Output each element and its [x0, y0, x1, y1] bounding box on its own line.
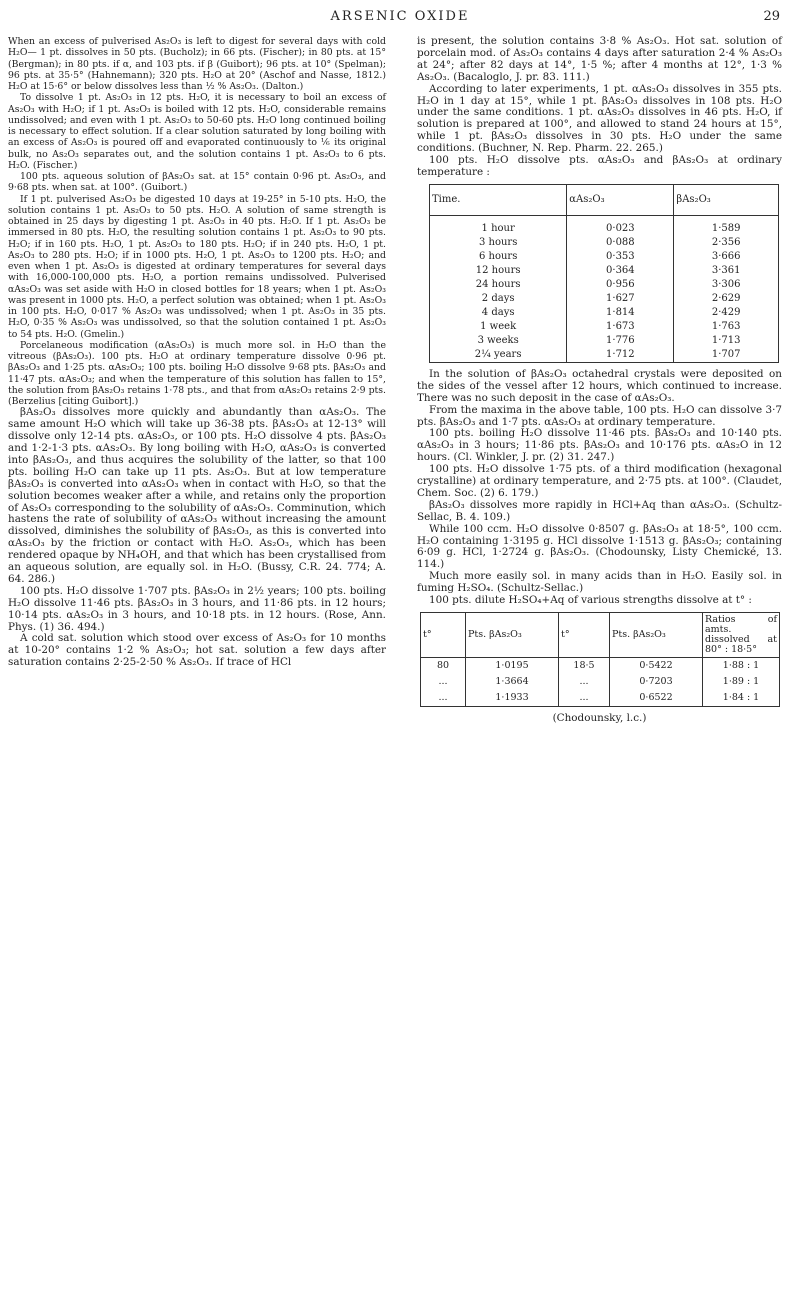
- table-cell: 0·6522: [610, 690, 703, 707]
- table-source-caption: (Chodounsky, l.c.): [552, 712, 647, 724]
- paragraph: 100 pts. H₂O dissolve 1·707 pts. βAs₂O₃ in 2½ years; 100 pts. boiling H₂O dissolve 11·46 pts. βAs₂O₃ in 3 hours, and 11·86 pts. in 12 hours; 10·14 pts. αAs₂O₃ in 3 hours, and 10·18 pts. in 12 hours. (Rose, Ann. Phys. (1) 36. 494.): [8, 584, 386, 633]
- table-cell: ...: [559, 690, 610, 707]
- table-cell: 12 hours: [430, 264, 567, 278]
- table-cell: 0·088: [567, 236, 674, 250]
- table-row: [430, 264, 779, 278]
- table-cell: 0·7203: [610, 674, 703, 690]
- table-cell: 1·84 : 1: [703, 690, 780, 707]
- table-cell: 0·364: [567, 264, 674, 278]
- table-cell: 1·589: [674, 215, 779, 236]
- table-cell: 1 week: [430, 320, 567, 334]
- table-row: [430, 236, 779, 250]
- table-cell: 1·0195: [466, 658, 559, 675]
- table-cell: 0·023: [567, 215, 674, 236]
- paragraph: A cold sat. solution which stood over excess of As₂O₃ for 10 months at 10-20° contains 1·2 % As₂O₃; hot sat. solution a few days after saturation contains 2·25-2·50 % As₂O₃. If trace of HCl: [8, 632, 386, 669]
- paragraph: βAs₂O₃ dissolves more rapidly in HCl+Aq than αAs₂O₃. (Schultz-Sellac, B. 4. 109.): [417, 498, 782, 523]
- table-row: [430, 292, 779, 306]
- page-number: 29: [763, 9, 780, 24]
- paragraph: βAs₂O₃ dissolves more quickly and abundantly than αAs₂O₃. The same amount H₂O which will take up 36-38 pts. βAs₂O₃ at 12-13° will dissolve only 12-14 pts. αAs₂O₃, or 100 pts. H₂O dissolve 4 pts. βAs₂O₃ and 1·2-1·3 pts. αAs₂O₃. By long boiling with H₂O, αAs₂O₃ is converted into βAs₂O₃, and thus acquires the solubility of the latter, so that 100 pts. boiling H₂O can take up 11 pts. As₂O₃. But at low temperature βAs₂O₃ is converted into αAs₂O₃ when in contact with H₂O, so that the solution becomes weaker after a while, and retains only the proportion of As₂O₃ corresponding to the solubility of αAs₂O₃. Comminution, which hastens the rate of solubility of αAs₂O₃ without increasing the amount dissolved, diminishes the solubility of βAs₂O₃, as this is converted into αAs₂O₃ by the friction or contact with H₂O. As₂O₃, which has been rendered opaque by NH₄OH, and that which has been crystallised from an aqueous solution, are equally sol. in H₂O. (Bussy, C.R. 24. 774; A. 64. 286.): [8, 406, 386, 585]
- paragraph: From the maxima in the above table, 100 pts. H₂O can dissolve 3·7 pts. βAs₂O₃ and 1·7 pts. αAs₂O₃ at ordinary temperature.: [417, 403, 782, 428]
- table-header-row: [430, 184, 779, 215]
- table-header-cell: Pts. βAs₂O₃: [466, 613, 559, 658]
- table-row: [430, 250, 779, 264]
- table-cell: 1·712: [567, 348, 674, 363]
- table-row: [421, 674, 780, 690]
- table-cell: 4 days: [430, 306, 567, 320]
- table-row: [430, 334, 779, 348]
- table-header-cell: t°: [421, 613, 466, 658]
- paragraph: If 1 pt. pulverised As₂O₃ be digested 10 days at 19-25° in 5-10 pts. H₂O, the solution contains 1 pt. As₂O₃ to 50 pts. H₂O. A solution of same strength is obtained in 25 days by digesting 1 pt. As₂O₃ in 40 pts. H₂O. If 1 pt. As₂O₃ be immersed in 80 pts. H₂O, the resulting solution contains 1 pt. As₂O₃ to 90 pts. H₂O; if in 160 pts. H₂O, 1 pt. As₂O₃ to 180 pts. H₂O; if in 240 pts. H₂O, 1 pt. As₂O₃ to 280 pts. H₂O; if in 1000 pts. H₂O, 1 pt. As₂O₃ to 1200 pts. H₂O; and even when 1 pt. As₂O₃ is digested at ordinary temperatures for several days with 16,000-100,000 pts. H₂O, a portion remains undissolved. Pulverised αAs₂O₃ was set aside with H₂O in closed bottles for 18 years; when 1 pt. As₂O₃ was present in 1000 pts. H₂O, a perfect solution was obtained; when 1 pt. As₂O₃ in 100 pts. H₂O, 0·017 % As₂O₃ was undissolved; when 1 pt. As₂O₃ in 35 pts. H₂O, 0·35 % As₂O₃ was undissolved, so that the solution contained 1 pt. As₂O₃ to 54 pts. H₂O. (Gmelin.): [8, 193, 386, 340]
- table-header-cell: Time.: [430, 184, 567, 215]
- table-cell: 80: [421, 658, 466, 675]
- table-header-cell: βAs₂O₃: [674, 184, 779, 215]
- table-cell: 1 hour: [430, 215, 567, 236]
- table-cell: 1·713: [674, 334, 779, 348]
- table-cell: 2·356: [674, 236, 779, 250]
- paragraph: When an excess of pulverised As₂O₃ is left to digest for several days with cold H₂O— 1 pt. dissolves in 50 pts. (Bucholz); in 66 pts. (Fischer); in 80 pts. at 15° (Bergman); in 80 pts. if α, and 103 pts. if β (Guibort); 96 pts. at 10° (Spelman); 96 pts. at 35·5° (Hahnemann); 320 pts. H₂O at 20° (Aschof and Nasse, 1812.) H₂O at 15·6° or below dissolves less than ½ % As₂O₃. (Dalton.): [8, 36, 386, 92]
- table-cell: 3·361: [674, 264, 779, 278]
- table-cell: 6 hours: [430, 250, 567, 264]
- table-cell: 0·5422: [610, 658, 703, 675]
- solubility-time-table: [429, 184, 779, 363]
- table-cell: 1·627: [567, 292, 674, 306]
- table-cell: 1·814: [567, 306, 674, 320]
- table-cell: 2 days: [430, 292, 567, 306]
- table-cell: 1·1933: [466, 690, 559, 707]
- table-row: [430, 215, 779, 236]
- table-cell: 2·629: [674, 292, 779, 306]
- paragraph: 100 pts. dilute H₂SO₄+Aq of various strengths dissolve at t° :: [429, 594, 752, 607]
- table-row: [430, 348, 779, 363]
- table-cell: 1·88 : 1: [703, 658, 780, 675]
- paragraph: 100 pts. boiling H₂O dissolve 11·46 pts. βAs₂O₃ and 10·140 pts. αAs₂O₃ in 3 hours; 11·86 pts. βAs₂O₃ and 10·176 pts. αAs₂O in 12 hours. (Cl. Winkler, J. pr. (2) 31. 247.): [417, 427, 782, 464]
- table-cell: 18·5: [559, 658, 610, 675]
- table-cell: 24 hours: [430, 278, 567, 292]
- paragraph: According to later experiments, 1 pt. αAs₂O₃ dissolves in 355 pts. H₂O in 1 day at 15°, while 1 pt. βAs₂O₃ dissolves in 108 pts. H₂O under the same conditions. 1 pt. αAs₂O₃ dissolves in 46 pts. H₂O, if solution is prepared at 100°, and allowed to stand 24 hours at 15°, while 1 pt. βAs₂O₃ dissolves in 30 pts. H₂O under the same conditions. (Buchner, N. Rep. Pharm. 22. 265.): [417, 82, 782, 155]
- left-column: [8, 36, 386, 669]
- running-title: ARSENIC OXIDE: [330, 9, 470, 24]
- table-cell: 1·3664: [466, 674, 559, 690]
- table-cell: 0·956: [567, 278, 674, 292]
- table-row: [421, 690, 780, 707]
- right-column: [417, 36, 782, 725]
- table-row: [421, 658, 780, 675]
- table-cell: ...: [421, 674, 466, 690]
- page-header: [0, 0, 800, 30]
- table-cell: 0·353: [567, 250, 674, 264]
- table-header-row: [421, 613, 780, 658]
- table-row: [430, 306, 779, 320]
- table-cell: 1·707: [674, 348, 779, 363]
- table-row: [430, 278, 779, 292]
- acid-solubility-table: [420, 612, 780, 707]
- table-header-cell: Ratios of amts. dissolved at 80° : 18·5°: [703, 613, 780, 658]
- table-cell: 1·763: [674, 320, 779, 334]
- paragraph: To dissolve 1 pt. As₂O₃ in 12 pts. H₂O, it is necessary to boil an excess of As₂O₃ with H₂O; if 1 pt. As₂O₃ is boiled with 12 pts. H₂O, considerable remains undissolved; and even with 1 pt. As₂O₃ to 50-60 pts. H₂O long continued boiling is necessary to effect solution. If a clear solution saturated by long boiling with an excess of As₂O₃ is poured off and evaporated continuously to ⅙ its original bulk, no As₂O₃ separates out, and the solution contains 1 pt. As₂O₃ to 6 pts. H₂O. (Fischer.): [8, 92, 386, 171]
- paragraph: Porcelaneous modification (αAs₂O₃) is much more sol. in H₂O than the vitreous (βAs₂O₃). 100 pts. H₂O at ordinary temperature dissolve 0·96 pt. βAs₂O₃ and 1·25 pts. αAs₂O₃; 100 pts. boiling H₂O dissolve 9·68 pts. βAs₂O₃ and 11·47 pts. αAs₂O₃; and when the temperature of this solution has fallen to 15°, the solution from βAs₂O₃ retains 1·78 pts., and that from αAs₂O₃ retains 2·9 pts. (Berzelius [citing Guibort].): [8, 339, 386, 407]
- paragraph: is present, the solution contains 3·8 % As₂O₃. Hot sat. solution of porcelain mod. of As₂O₃ contains 4 days after saturation 2·4 % As₂O₃ at 24°; after 82 days at 14°, 1·5 %; after 4 months at 12°, 1·3 % As₂O₃. (Bacaloglo, J. pr. 83. 111.): [417, 35, 782, 83]
- table-cell: 3·306: [674, 278, 779, 292]
- table-cell: 1·776: [567, 334, 674, 348]
- table-cell: 2¼ years: [430, 348, 567, 363]
- table-cell: 2·429: [674, 306, 779, 320]
- table-cell: 3 hours: [430, 236, 567, 250]
- paragraph: Much more easily sol. in many acids than in H₂O. Easily sol. in fuming H₂SO₄. (Schultz-Sellac.): [417, 570, 782, 595]
- table-header-cell: Pts. βAs₂O₃: [610, 613, 703, 658]
- table-cell: 1·673: [567, 320, 674, 334]
- table-cell: ...: [559, 674, 610, 690]
- paragraph: 100 pts. aqueous solution of βAs₂O₃ sat. at 15° contain 0·96 pt. As₂O₃, and 9·68 pts. when sat. at 100°. (Guibort.): [8, 171, 386, 194]
- paragraph: In the solution of βAs₂O₃ octahedral crystals were deposited on the sides of the vessel after 12 hours, which continued to increase. There was no such deposit in the case of αAs₂O₃.: [417, 367, 782, 404]
- paragraph: 100 pts. H₂O dissolve 1·75 pts. of a third modification (hexagonal crystalline) at ordinary temperature, and 2·75 pts. at 100°. (Claudet, Chem. Soc. (2) 6. 179.): [417, 463, 782, 499]
- table-cell: ...: [421, 690, 466, 707]
- paragraph: While 100 ccm. H₂O dissolve 0·8507 g. βAs₂O₃ at 18·5°, 100 ccm. H₂O containing 1·3195 g. HCl dissolve 1·1513 g. βAs₂O₃; containing 6·09 g. HCl, 1·2724 g. βAs₂O₃. (Chodounsky, Listy Chemické, 13. 114.): [417, 522, 782, 571]
- table-row: [430, 320, 779, 334]
- table-cell: 3 weeks: [430, 334, 567, 348]
- table-header-cell: t°: [559, 613, 610, 658]
- table-header-cell: αAs₂O₃: [567, 184, 674, 215]
- table-cell: 3·666: [674, 250, 779, 264]
- table-cell: 1·89 : 1: [703, 674, 780, 690]
- paragraph: 100 pts. H₂O dissolve pts. αAs₂O₃ and βAs₂O₃ at ordinary temperature :: [417, 154, 782, 178]
